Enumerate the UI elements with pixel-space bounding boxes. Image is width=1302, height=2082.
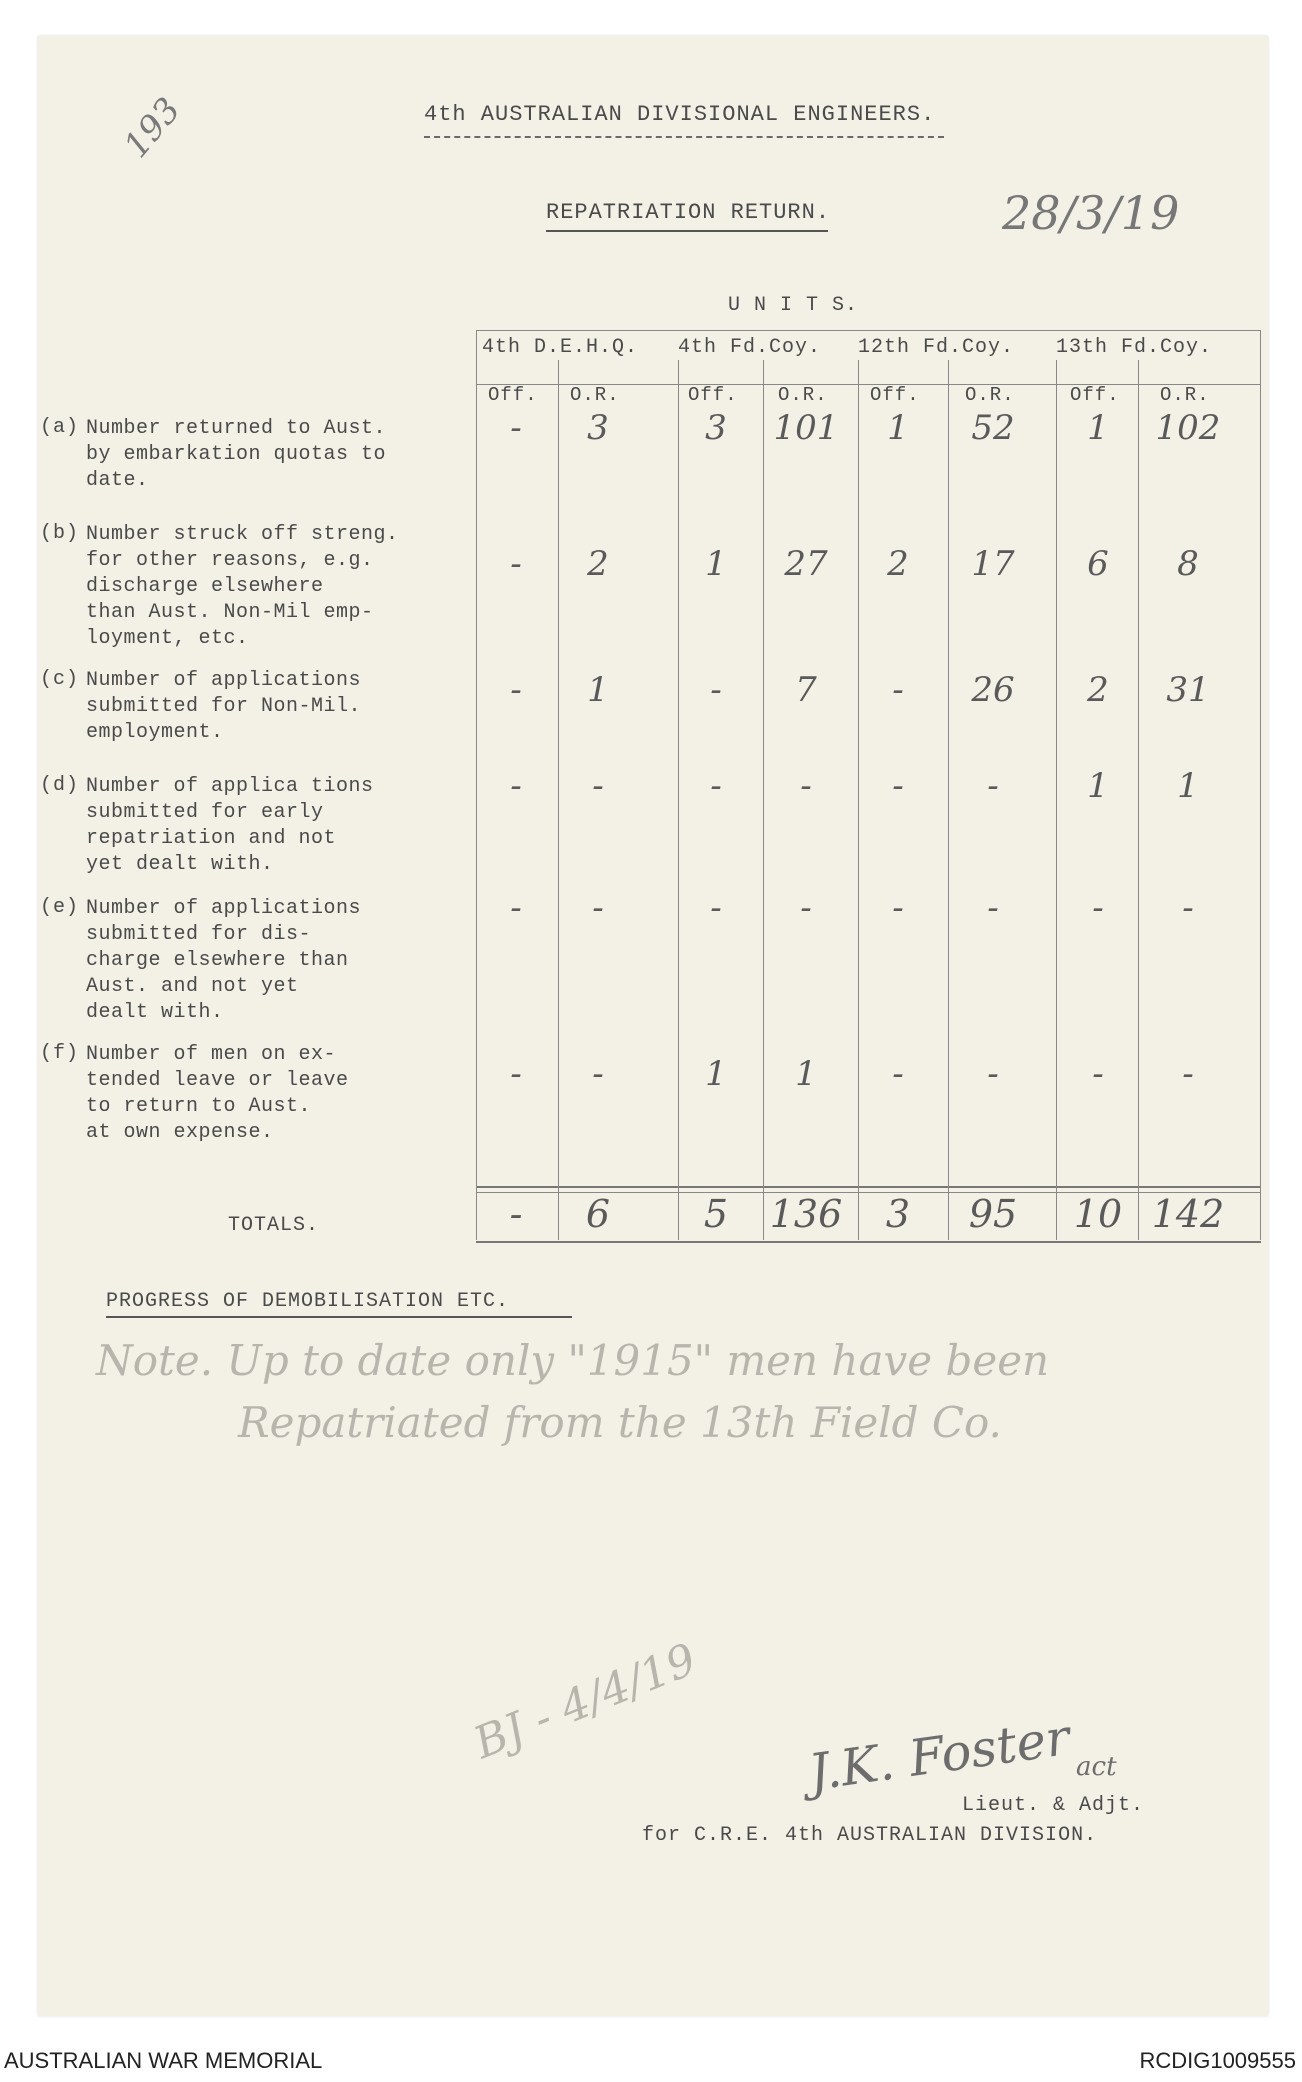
row-label: (c) bbox=[40, 668, 80, 691]
table-cell: 1 bbox=[1087, 766, 1109, 806]
sub-header: Off. bbox=[688, 384, 738, 406]
handwritten-date: 28/3/19 bbox=[1002, 186, 1180, 240]
row-description: Number struck off streng. for other reasons, e.g. discharge elsewhere than Aust. Non-Mil emp- loyment, etc. bbox=[86, 523, 399, 650]
unit-header: 4th D.E.H.Q. bbox=[482, 336, 639, 359]
table-cell: - bbox=[710, 766, 722, 806]
table-cell: 26 bbox=[971, 670, 1015, 710]
row-description: Number of applications submitted for Non-Mil. employment. bbox=[86, 669, 362, 744]
table-cell: - bbox=[800, 888, 812, 928]
column-divider bbox=[1056, 360, 1057, 1240]
footer-left: AUSTRALIAN WAR MEMORIAL bbox=[4, 2048, 323, 2073]
sub-header: Off. bbox=[1070, 384, 1120, 406]
pencil-initials-date: BJ - 4/4/19 bbox=[466, 1633, 704, 1770]
signature: J.K. Foster bbox=[805, 1708, 1074, 1802]
table-cell: 101 bbox=[773, 408, 839, 448]
subtitle-underline bbox=[546, 230, 828, 232]
table-cell: 2 bbox=[587, 544, 609, 584]
totals-bottom-rule bbox=[476, 1241, 1261, 1243]
document-page bbox=[38, 36, 1268, 2016]
title-underline bbox=[424, 136, 944, 138]
table-cell: - bbox=[510, 544, 522, 584]
total-cell: - bbox=[509, 1192, 523, 1236]
table-cell: - bbox=[510, 888, 522, 928]
document-subtitle: REPATRIATION RETURN. bbox=[546, 200, 831, 225]
row-label: (a) bbox=[40, 416, 80, 439]
table-cell: - bbox=[892, 888, 904, 928]
progress-underline bbox=[106, 1316, 572, 1318]
table-cell: 27 bbox=[784, 544, 828, 584]
table-cell: 3 bbox=[705, 408, 727, 448]
table-cell: - bbox=[987, 1054, 999, 1094]
table-cell: - bbox=[892, 1054, 904, 1094]
table-cell: - bbox=[510, 766, 522, 806]
unit-header: 13th Fd.Coy. bbox=[1056, 336, 1213, 359]
table-cell: 31 bbox=[1166, 670, 1210, 710]
sub-header: Off. bbox=[870, 384, 920, 406]
pencil-note-line-2: Repatriated from the 13th Field Co. bbox=[238, 1398, 1002, 1447]
sub-header: O.R. bbox=[570, 384, 620, 406]
total-cell: 6 bbox=[585, 1192, 611, 1236]
units-label: U N I T S. bbox=[728, 294, 859, 317]
header-rule bbox=[476, 384, 1261, 385]
column-divider bbox=[948, 360, 949, 1240]
total-cell: 142 bbox=[1151, 1192, 1225, 1236]
table-cell: - bbox=[1182, 888, 1194, 928]
unit-header: 4th Fd.Coy. bbox=[678, 336, 822, 359]
table-cell: - bbox=[1092, 888, 1104, 928]
table-cell: - bbox=[510, 408, 522, 448]
total-cell: 136 bbox=[769, 1192, 843, 1236]
table-cell: - bbox=[592, 766, 604, 806]
table-cell: - bbox=[800, 766, 812, 806]
pencil-note-line-1: Note. Up to date only "1915" men have been bbox=[96, 1336, 1050, 1385]
total-cell: 95 bbox=[968, 1192, 1018, 1236]
table-cell: 102 bbox=[1155, 408, 1221, 448]
total-cell: 3 bbox=[885, 1192, 911, 1236]
table-cell: 2 bbox=[887, 544, 909, 584]
total-cell: 5 bbox=[703, 1192, 729, 1236]
table-cell: - bbox=[710, 670, 722, 710]
table-cell: - bbox=[987, 888, 999, 928]
row-label: (d) bbox=[40, 774, 80, 797]
row-description: Number returned to Aust. by embarkation quotas to date. bbox=[86, 417, 387, 492]
table-cell: 1 bbox=[1087, 408, 1109, 448]
table-top-rule bbox=[476, 330, 1261, 331]
page-number: 193 bbox=[116, 90, 189, 166]
footer-right: RCDIG1009555 bbox=[1139, 2048, 1296, 2073]
table-cell: - bbox=[892, 766, 904, 806]
table-cell: - bbox=[710, 888, 722, 928]
column-divider bbox=[1260, 330, 1261, 1240]
table-cell: - bbox=[1182, 1054, 1194, 1094]
table-cell: 17 bbox=[971, 544, 1015, 584]
sub-header: O.R. bbox=[1160, 384, 1210, 406]
table-cell: - bbox=[987, 766, 999, 806]
column-divider bbox=[1138, 360, 1139, 1240]
table-cell: 3 bbox=[587, 408, 609, 448]
table-cell: 1 bbox=[887, 408, 909, 448]
sub-header: O.R. bbox=[778, 384, 828, 406]
row-description: Number of men on ex- tended leave or leave to return to Aust. at own expense. bbox=[86, 1043, 349, 1144]
table-cell: - bbox=[592, 1054, 604, 1094]
table-cell: - bbox=[510, 670, 522, 710]
table-cell: 1 bbox=[587, 670, 609, 710]
table-cell: 1 bbox=[705, 544, 727, 584]
unit-header: 12th Fd.Coy. bbox=[858, 336, 1015, 359]
table-cell: 1 bbox=[795, 1054, 817, 1094]
progress-heading: PROGRESS OF DEMOBILISATION ETC. bbox=[106, 1290, 510, 1313]
totals-label: TOTALS. bbox=[228, 1214, 320, 1237]
row-label: (b) bbox=[40, 522, 80, 545]
table-cell: - bbox=[592, 888, 604, 928]
row-description: Number of applications submitted for dis- charge elsewhere than Aust. and not yet dealt with. bbox=[86, 897, 362, 1024]
column-divider bbox=[763, 360, 764, 1240]
table-cell: 8 bbox=[1177, 544, 1199, 584]
table-cell: 52 bbox=[971, 408, 1015, 448]
row-description: Number of applica tions submitted for early repatriation and not yet dealt with. bbox=[86, 775, 374, 876]
table-cell: 1 bbox=[1177, 766, 1199, 806]
table-cell: 7 bbox=[795, 670, 817, 710]
totals-top-rule bbox=[476, 1186, 1261, 1188]
row-label: (f) bbox=[40, 1042, 80, 1065]
table-cell: 2 bbox=[1087, 670, 1109, 710]
rank-line: Lieut. & Adjt. bbox=[962, 1794, 1145, 1817]
table-cell: - bbox=[1092, 1054, 1104, 1094]
table-cell: 1 bbox=[705, 1054, 727, 1094]
table-cell: - bbox=[892, 670, 904, 710]
sub-header: O.R. bbox=[965, 384, 1015, 406]
row-label: (e) bbox=[40, 896, 80, 919]
total-cell: 10 bbox=[1073, 1192, 1123, 1236]
signature-insert: act bbox=[1076, 1752, 1117, 1782]
sub-header: Off. bbox=[488, 384, 538, 406]
table-cell: - bbox=[510, 1054, 522, 1094]
table-cell: 6 bbox=[1087, 544, 1109, 584]
document-title: 4th AUSTRALIAN DIVISIONAL ENGINEERS. bbox=[424, 102, 936, 127]
for-line: for C.R.E. 4th AUSTRALIAN DIVISION. bbox=[642, 1824, 1098, 1847]
